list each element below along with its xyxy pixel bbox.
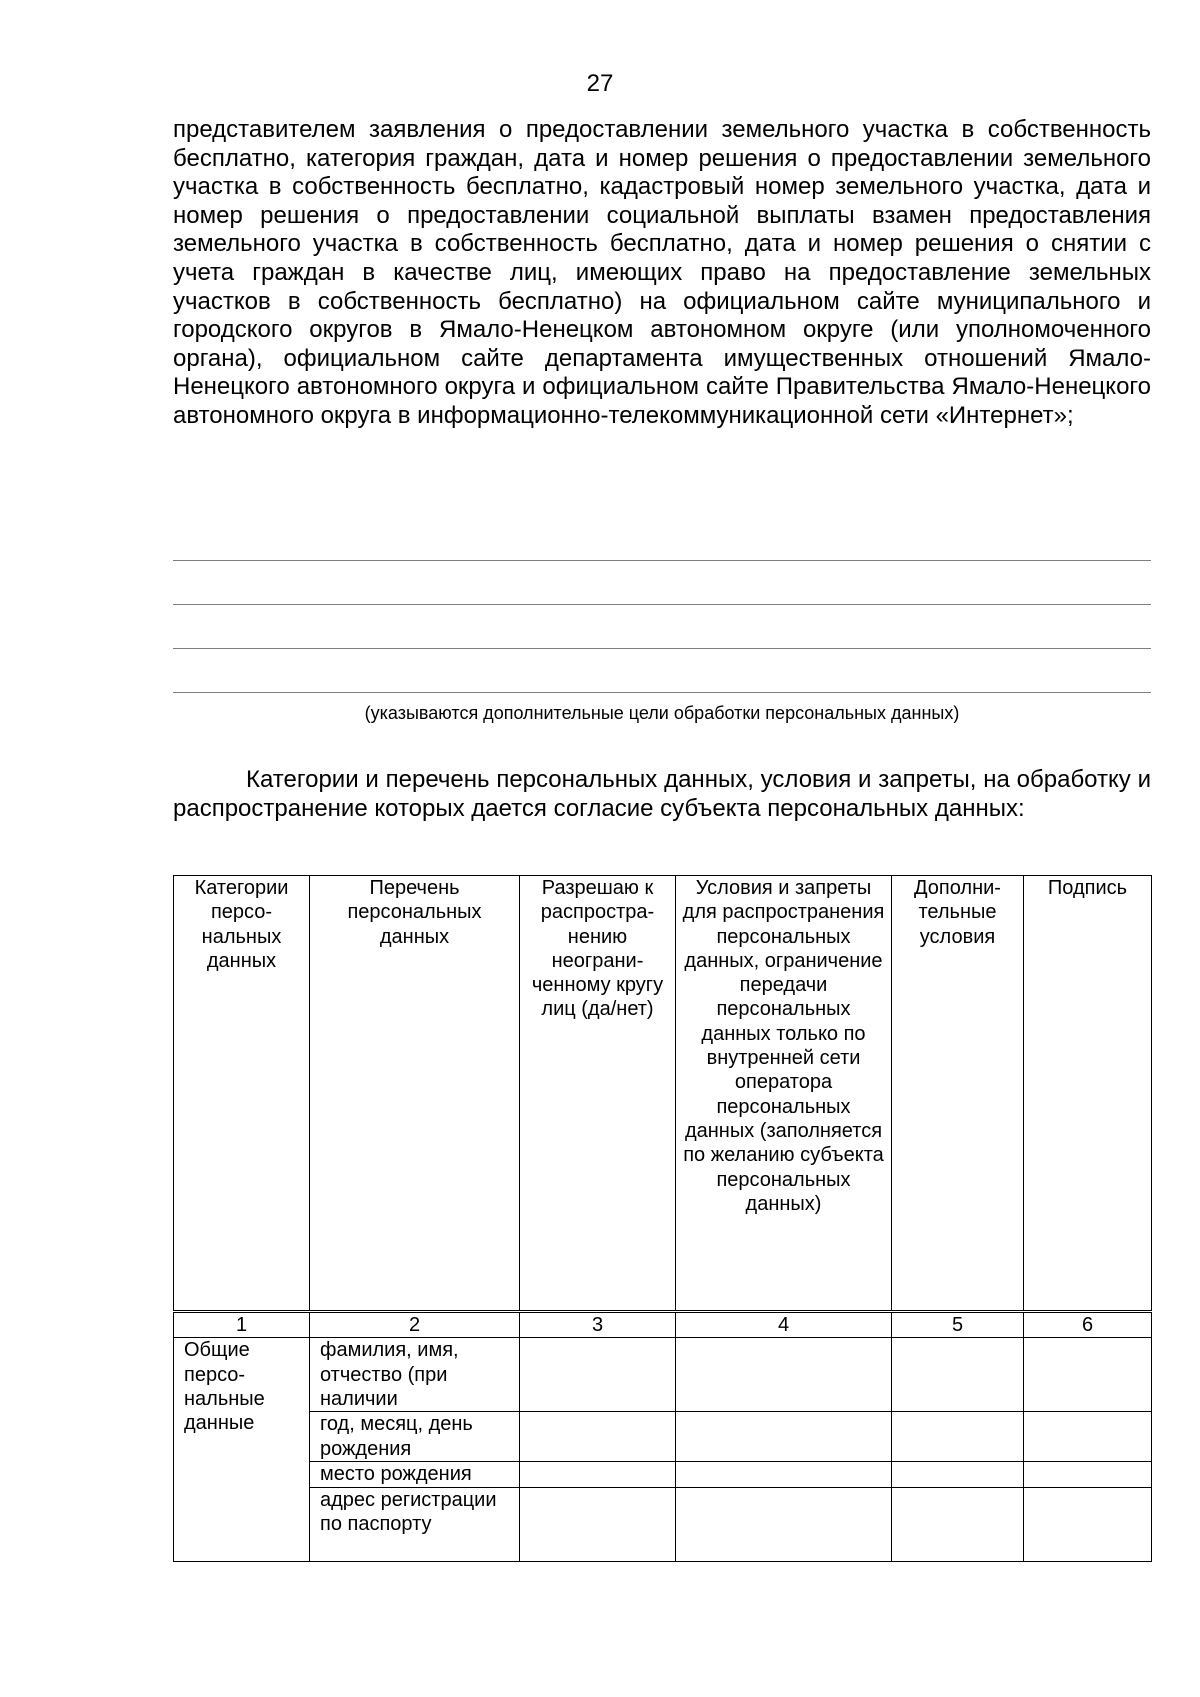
blank-line-4 [173,692,1151,693]
header-data-list: Перечень персональных данных [310,876,520,1312]
table-row [174,1412,1152,1462]
additional-cell[interactable] [892,1412,1024,1462]
permission-cell[interactable] [520,1338,676,1412]
signature-cell[interactable] [1024,1412,1152,1462]
signature-cell[interactable] [1024,1338,1152,1412]
blank-line-1 [173,560,1151,561]
conditions-cell[interactable] [676,1462,892,1487]
table-row [174,1338,1152,1412]
conditions-cell[interactable] [676,1487,892,1561]
signature-cell[interactable] [1024,1487,1152,1561]
table-header-row [174,876,1152,1312]
blank-lines-caption: (указываются дополнительные цели обработки персональных данных) [364,703,960,723]
paragraph-categories: Категории и перечень персональных данных, условия и запреты, на обработку и распространение которых дается согласие субъекта персональных данных: [173,766,1151,822]
permission-cell[interactable] [520,1412,676,1462]
data-item-registration-address: адрес регистрации по паспорту [310,1487,520,1561]
column-number: 1 [174,1312,310,1338]
permission-cell[interactable] [520,1487,676,1561]
column-number: 6 [1024,1312,1152,1338]
table-row [174,1487,1152,1561]
additional-cell[interactable] [892,1487,1024,1561]
column-number: 4 [676,1312,892,1338]
additional-cell[interactable] [892,1462,1024,1487]
blank-line-3 [173,648,1151,649]
header-categories: Категории персо-нальных данных [174,876,310,1312]
additional-cell[interactable] [892,1338,1024,1412]
table-row [174,1462,1152,1487]
header-permission: Разрешаю к распростра-нению неограни-ченному кругу лиц (да/нет) [520,876,676,1312]
category-general: Общие персо-нальные данные [174,1338,310,1561]
column-number: 3 [520,1312,676,1338]
blank-line-2 [173,604,1151,605]
data-item-full-name: фамилия, имя, отчество (при наличии [310,1338,520,1412]
signature-cell[interactable] [1024,1462,1152,1487]
header-additional: Дополни-тельные условия [892,876,1024,1312]
data-item-birth-place: место рождения [310,1462,520,1487]
conditions-cell[interactable] [676,1338,892,1412]
permission-cell[interactable] [520,1462,676,1487]
personal-data-table [173,875,1152,1562]
header-signature: Подпись [1024,876,1152,1312]
column-number: 2 [310,1312,520,1338]
column-number: 5 [892,1312,1024,1338]
page-number: 27 [586,70,614,97]
header-conditions: Условия и запреты для распространения персональных данных, ограничение передачи персональных данных только по внутренней сети оператора персональных данных (заполняется по желанию субъекта персональных данных) [676,876,892,1312]
column-number-row [174,1312,1152,1338]
data-item-birth-date: год, месяц, день рождения [310,1412,520,1462]
conditions-cell[interactable] [676,1412,892,1462]
paragraph-purposes: представителем заявления о предоставлении земельного участка в собственность бесплатно, категория граждан, дата и номер решения о предоставлении земельного участка в собственность бесплатно, кадастровый номер земельного участка, дата и номер решения о предоставлении социальной выплаты взамен предоставления земельного участка в собственность бесплатно, дата и номер решения о снятии с учета граждан в качестве лиц, имеющих право на предоставление земельных участков в собственность бесплатно) на официальном сайте муниципального и городского округов в Ямало-Ненецком автономном округе (или уполномоченного органа), официальном сайте департамента имущественных отношений Ямало-Ненецкого автономного округа и официальном сайте Правительства Ямало-Ненецкого автономного округа в информационно-телекоммуникационной сети «Интернет»; [173,116,1151,429]
